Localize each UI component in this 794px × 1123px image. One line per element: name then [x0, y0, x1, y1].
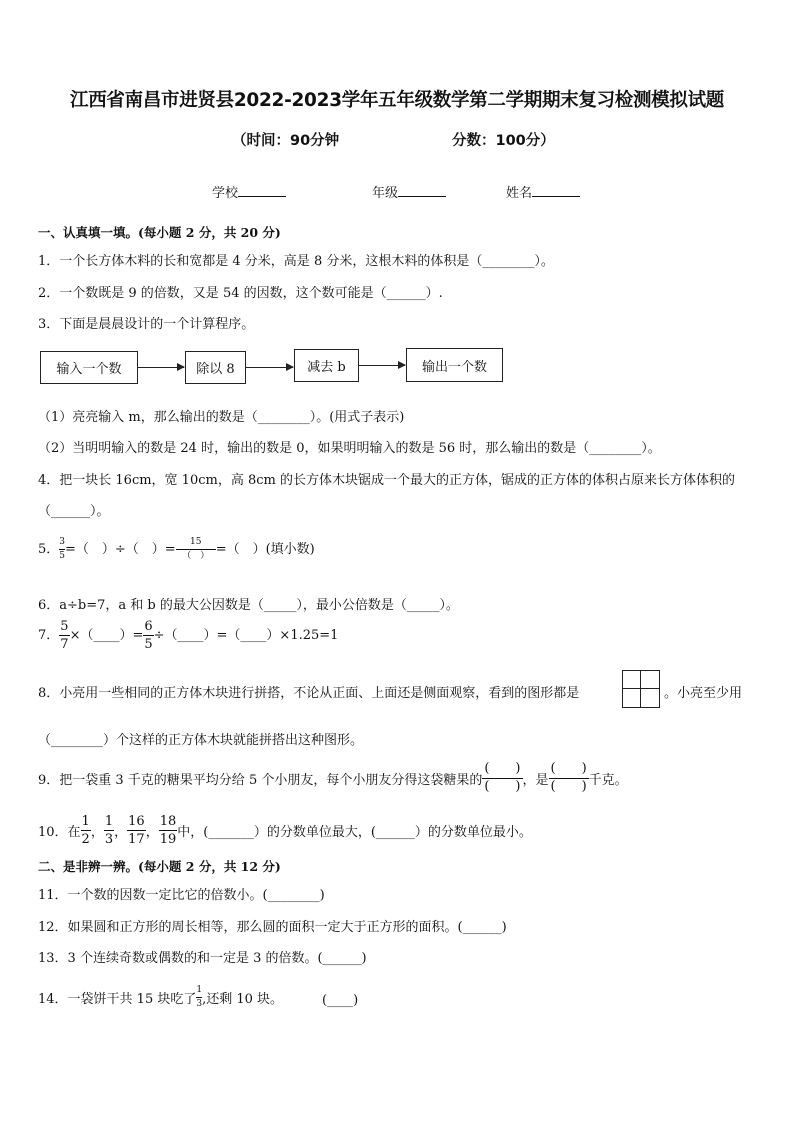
question-3: 3．下面是晨晨设计的一个计算程序。 [38, 317, 255, 332]
grade-label: 年级 [372, 186, 399, 201]
q10-f3-denominator: 17 [128, 832, 145, 847]
question-2: 2．一个数既是 9 的倍数，又是 54 的因数，这个数可能是（______）. [38, 286, 443, 301]
exam-time: （时间：90分钟 [232, 133, 340, 149]
question-7 [38, 620, 338, 651]
grade-blank[interactable] [398, 184, 446, 197]
section-2-heading: 二、是非辨一辨。(每小题 2 分，共 12 分) [38, 859, 281, 874]
question-8-line-2: （________）个这样的正方体木块就能拼搭出这种图形。 [38, 733, 364, 748]
q10-f2-numerator: 1 [104, 814, 114, 829]
school-blank[interactable] [238, 184, 286, 197]
q9-fraction-blank-2[interactable] [549, 762, 589, 795]
q10-f3-numerator: 16 [128, 814, 145, 829]
question-3-part-1: （1）亮亮输入 m，那么输出的数是（________）。(用式子表示) [38, 410, 405, 425]
q10-fraction-4 [159, 815, 178, 846]
name-blank[interactable] [532, 184, 580, 197]
q5-fraction-2 [176, 538, 216, 561]
q5-prefix: 5． [38, 542, 60, 557]
question-5 [38, 538, 315, 561]
q10-f1-denominator: 2 [81, 832, 90, 847]
q10-fraction-1 [81, 815, 91, 846]
q9-suffix: 千克。 [588, 772, 628, 788]
q14-numerator: 1 [196, 986, 202, 998]
q5-f2-numerator: 15 [176, 538, 216, 550]
name-label: 姓名 [506, 186, 533, 201]
q10-f4-denominator: 19 [159, 832, 177, 847]
q10-prefix: 10．在 [38, 825, 81, 840]
flow-box-input: 输入一个数 [40, 351, 138, 384]
q5-suffix: =（ ）(填小数) [215, 542, 315, 557]
question-14-answer[interactable]: (____) [322, 993, 359, 1008]
flow-box-output: 输出一个数 [406, 348, 503, 382]
question-11: 11．一个数的因数一定比它的倍数小。(________) [38, 888, 325, 903]
q9-f1-denominator: ( ) [484, 778, 521, 794]
flow-box-subtract: 减去 b [294, 349, 359, 382]
q5-f1-denominator: 5 [59, 551, 66, 561]
section-1-heading: 一、认真填一填。(每小题 2 分，共 20 分) [38, 225, 281, 240]
question-4-line-2: （______）。 [38, 504, 110, 519]
q10-fraction-2 [104, 815, 114, 846]
question-4-line-1: 4．把一块长 16cm，宽 10cm，高 8cm 的长方体木块锯成一个最大的正方体，锯成的正方体的体积占原来长方体体积的 [38, 473, 735, 488]
question-8-line-1: 8．小亮用一些相同的正方体木块进行拼搭，不论从正面、上面还是侧面观察，看到的图形都是 [38, 686, 580, 701]
q9-f2-numerator: ( ) [549, 762, 589, 779]
q7-f1-numerator: 5 [60, 619, 69, 634]
flow-box-divide: 除以 8 [185, 351, 246, 384]
q7-fraction-2 [143, 620, 153, 651]
grade-field [372, 182, 446, 201]
q5-f2-denominator: （ ） [182, 551, 210, 561]
q10-f4-numerator: 18 [159, 814, 177, 829]
q7-f2-denominator: 5 [144, 637, 153, 652]
flow-arrow-1 [137, 367, 184, 368]
question-13: 13．3 个连续奇数或偶数的和一定是 3 的倍数。(______) [38, 951, 367, 966]
question-14 [38, 986, 283, 1009]
flow-arrow-3 [358, 365, 405, 366]
q9-f2-denominator: ( ) [550, 778, 587, 794]
exam-score: 分数：100分） [452, 133, 555, 149]
q10-f1-numerator: 1 [81, 814, 90, 829]
question-6: 6．a÷b=7，a 和 b 的最大公因数是（_____），最小公倍数是（_____）。 [38, 598, 459, 613]
q10-separator: ， [145, 825, 159, 840]
flow-arrow-2 [245, 367, 293, 368]
grid-figure-icon [622, 670, 660, 708]
q7-f2-numerator: 6 [144, 619, 153, 634]
q7-prefix: 7． [38, 628, 60, 643]
q10-suffix: 中，(_______）的分数单位最大，(______）的分数单位最小。 [177, 825, 532, 840]
question-1: 1．一个长方体木料的长和宽都是 4 分米，高是 8 分米，这根木料的体积是（________）。 [38, 254, 554, 269]
q5-f1-numerator: 3 [59, 538, 65, 550]
page-title: 江西省南昌市进贤县2022-2023学年五年级数学第二学期期末复习检测模拟试题 [70, 90, 724, 111]
q7-middle: ×（____）= [69, 628, 144, 643]
q5-middle: =（ ）÷（ ）= [65, 542, 176, 557]
q10-fraction-3 [127, 815, 146, 846]
q14-suffix: ,还剩 10 块。 [202, 992, 284, 1007]
q10-f2-denominator: 3 [104, 832, 114, 847]
q9-prefix: 9．把一袋重 3 千克的糖果平均分给 5 个小朋友，每个小朋友分得这袋糖果的 [38, 772, 483, 788]
question-8-tail: 。小亮至少用 [664, 686, 743, 701]
school-field [212, 182, 286, 201]
question-3-part-2: （2）当明明输入的数是 24 时，输出的数是 0，如果明明输入的数是 56 时，那么输出的数是（________）。 [38, 441, 661, 456]
question-12: 12．如果圆和正方形的周长相等，那么圆的面积一定大于正方形的面积。(______) [38, 920, 507, 935]
q7-suffix: ÷（____）=（____）×1.25=1 [153, 628, 339, 643]
q10-separator: ， [90, 825, 104, 840]
q14-prefix: 14．一袋饼干共 15 块吃了 [38, 992, 197, 1007]
school-label: 学校 [212, 186, 239, 201]
q7-f1-denominator: 7 [60, 637, 69, 652]
name-field [506, 182, 580, 201]
q7-fraction-1 [59, 620, 69, 651]
question-9 [38, 762, 628, 795]
q9-f1-numerator: ( ) [482, 762, 522, 779]
q9-middle: ，是 [522, 772, 549, 788]
question-10 [38, 815, 532, 846]
q14-denominator: 3 [196, 999, 203, 1009]
q10-separator: ， [114, 825, 128, 840]
q9-fraction-blank-1[interactable] [482, 762, 522, 795]
